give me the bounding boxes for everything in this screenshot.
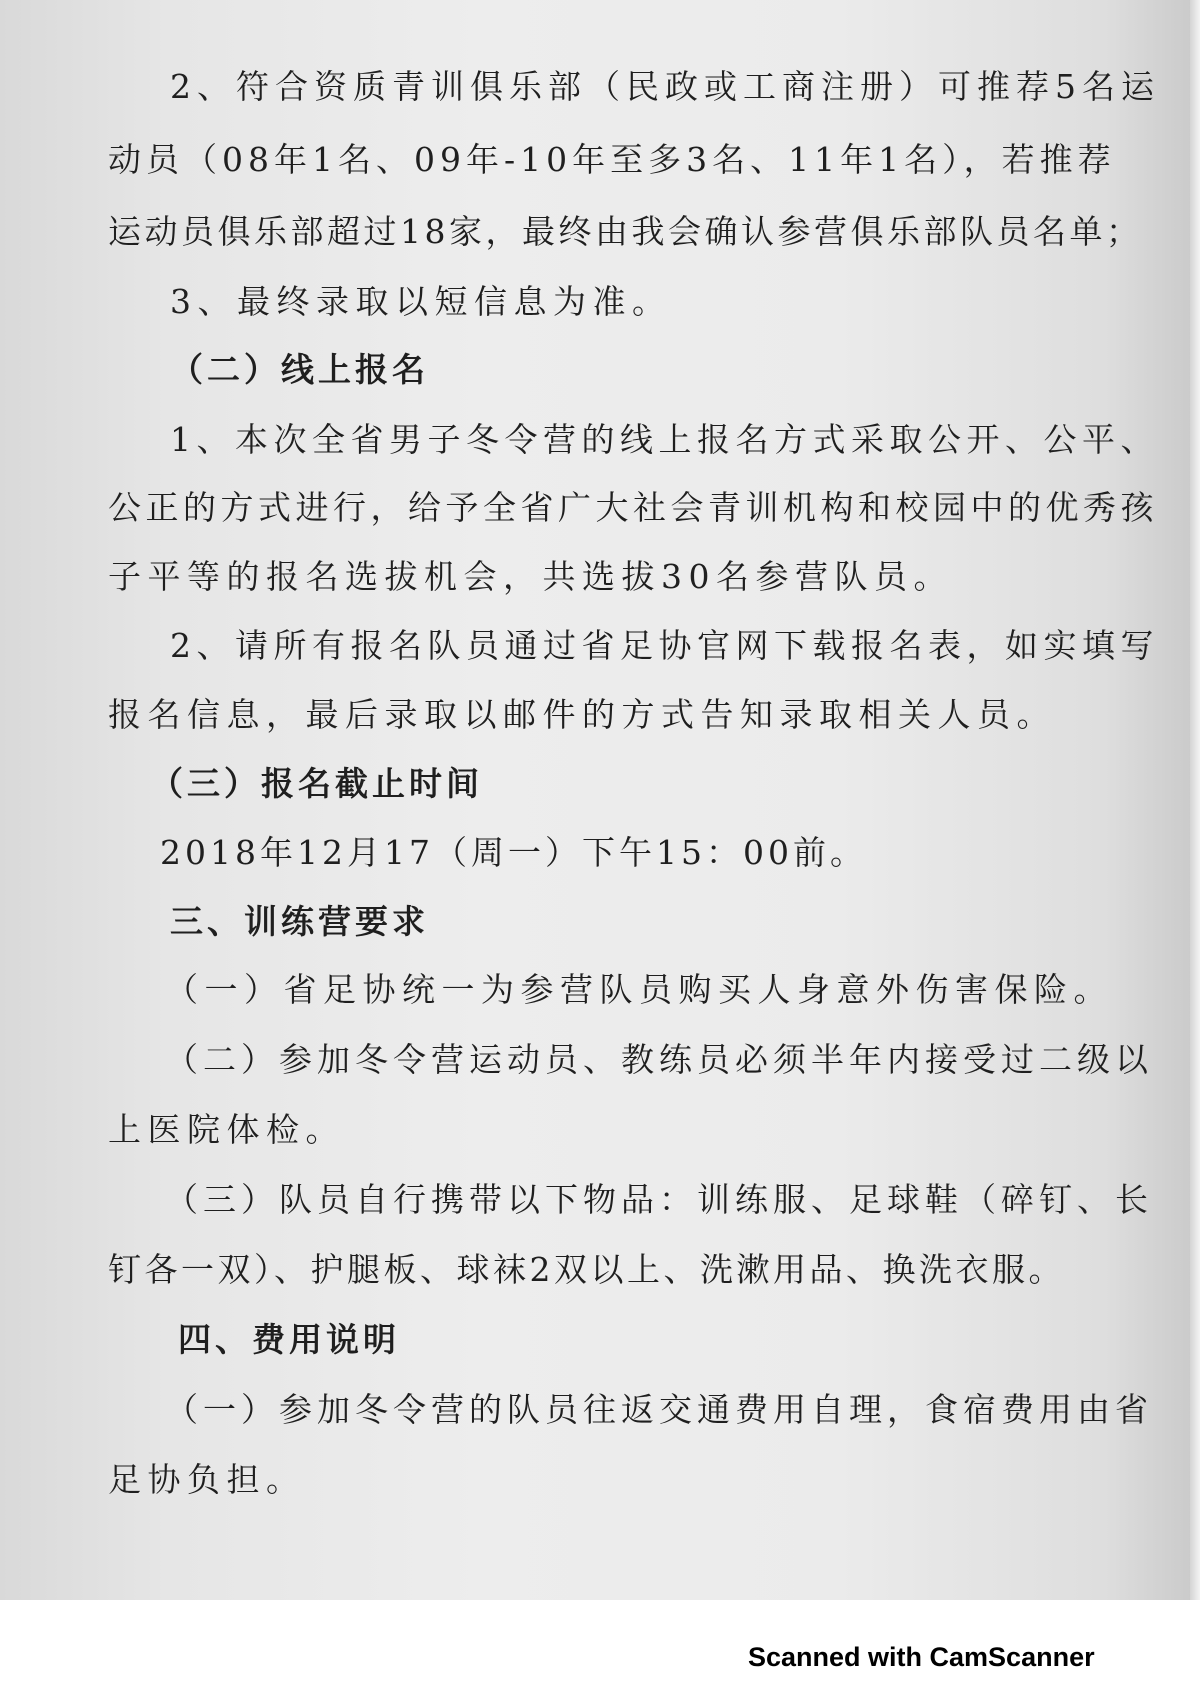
scanner-watermark: Scanned with CamScanner bbox=[748, 1642, 1095, 1672]
paragraph-line: 1、本次全省男子冬令营的线上报名方式采取公开、公平、 bbox=[170, 420, 1159, 459]
paragraph-line: （二）参加冬令营运动员、教练员必须半年内接受过二级以 bbox=[165, 1040, 1153, 1079]
paragraph-line: 子平等的报名选拔机会，共选拔30名参营队员。 bbox=[108, 557, 953, 596]
paragraph-line: （三）队员自行携带以下物品：训练服、足球鞋（碎钉、长 bbox=[165, 1180, 1153, 1219]
page-edge-shadow bbox=[1190, 0, 1200, 1600]
paragraph-line: 2、符合资质青训俱乐部（民政或工商注册）可推荐5名运 bbox=[170, 67, 1160, 106]
paragraph-line: 3、最终录取以短信息为准。 bbox=[170, 282, 672, 321]
paragraph-line: 报名信息，最后录取以邮件的方式告知录取相关人员。 bbox=[108, 695, 1056, 734]
section-heading: 三、训练营要求 bbox=[170, 902, 429, 941]
paragraph-line: 运动员俱乐部超过18家，最终由我会确认参营俱乐部队员名单； bbox=[108, 212, 1143, 251]
section-heading: （三）报名截止时间 bbox=[150, 764, 483, 803]
deadline-line: 2018年12月17（周一）下午15：00前。 bbox=[160, 833, 867, 872]
paragraph-line: 钉各一双）、护腿板、球袜2双以上、洗漱用品、换洗衣服。 bbox=[108, 1250, 1065, 1289]
paragraph-line: 动员（08年1名、09年-10年至多3名、11年1名），若推荐 bbox=[108, 140, 1116, 179]
section-heading: （二）线上报名 bbox=[170, 350, 429, 389]
paragraph-line: 上医院体检。 bbox=[108, 1110, 345, 1149]
paragraph-line: 足协负担。 bbox=[108, 1460, 306, 1499]
section-heading: 四、费用说明 bbox=[178, 1320, 400, 1359]
paragraph-line: （一）参加冬令营的队员往返交通费用自理，食宿费用由省 bbox=[165, 1390, 1153, 1429]
paragraph-line: 2、请所有报名队员通过省足协官网下载报名表，如实填写 bbox=[170, 626, 1159, 665]
paragraph-line: （一）省足协统一为参营队员购买人身意外伤害保险。 bbox=[165, 970, 1113, 1009]
paragraph-line: 公正的方式进行，给予全省广大社会青训机构和校园中的优秀孩 bbox=[108, 488, 1158, 527]
